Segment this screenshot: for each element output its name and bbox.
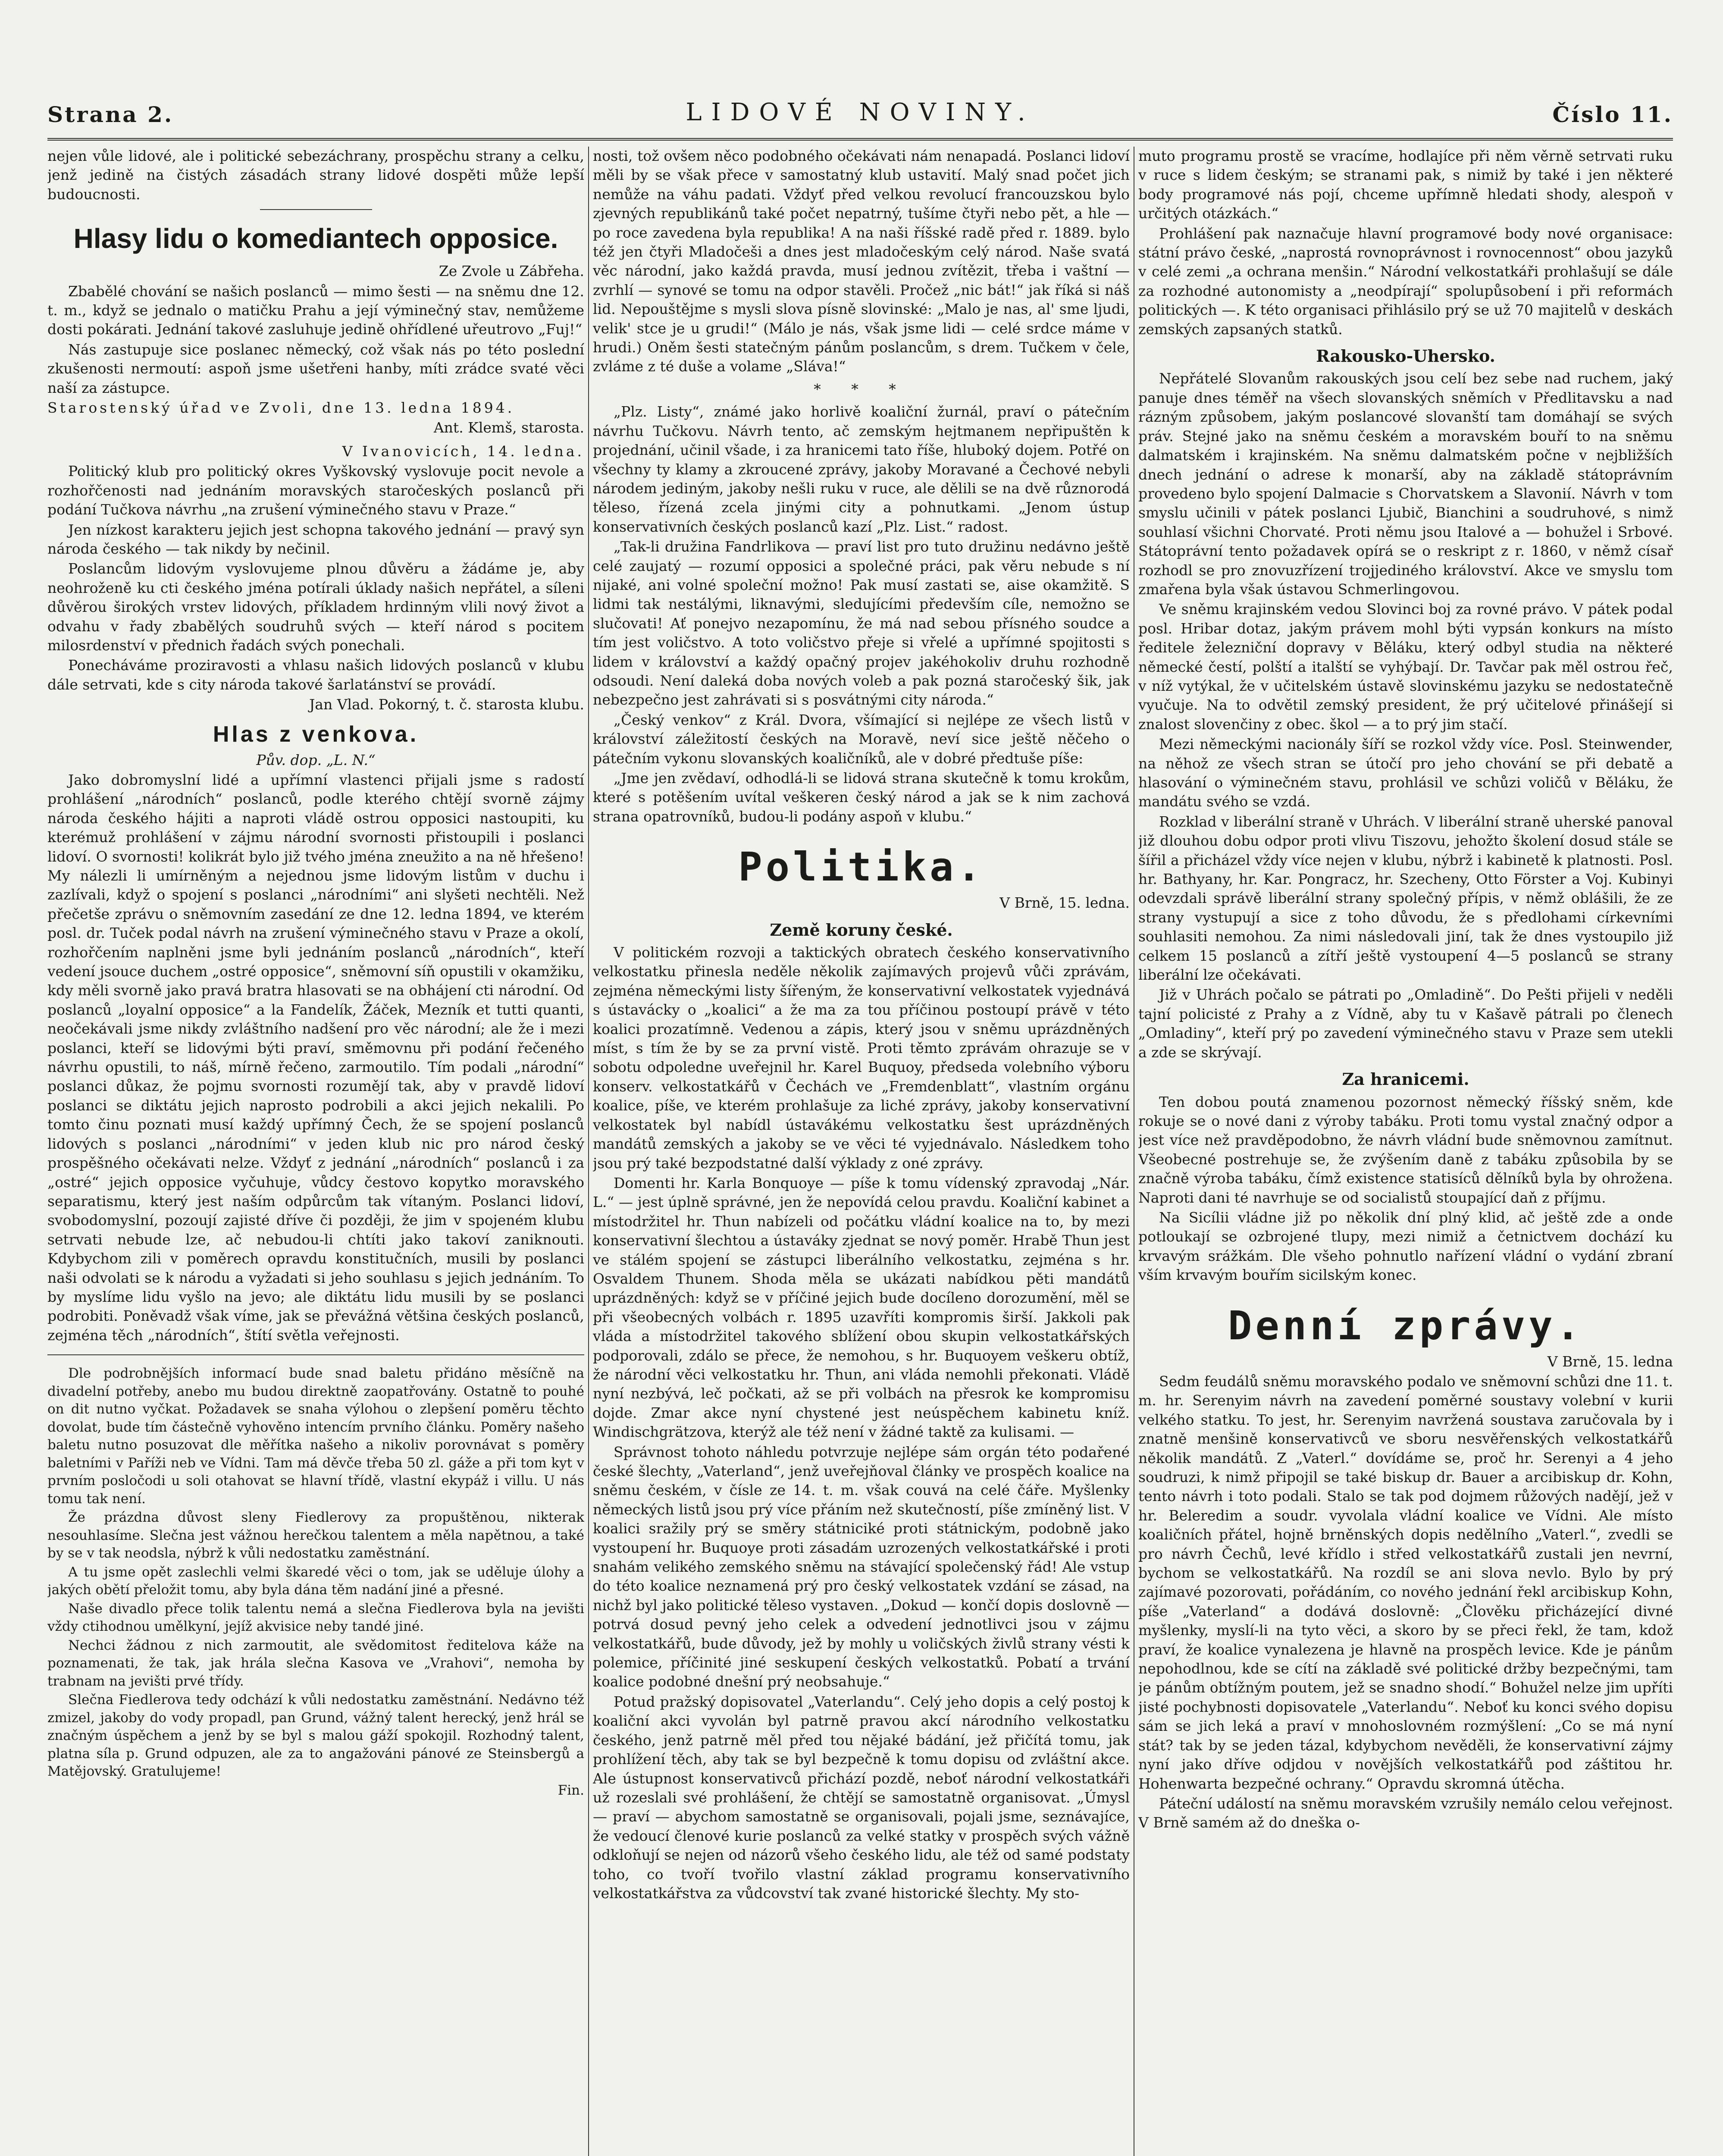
paragraph: Mezi německými nacionály šíří se rozkol vždy více. Posl. Steinwender, na něhož ze všech stran se útočí pro jeho chování se při debatě a hlasování o výminečném stavu, prohlásil ve schůzi voličů v Běláku, že mandátu svého se vzdá. bbox=[1138, 736, 1673, 810]
paragraph: Rozklad v liberální straně v Uhrách. V liberální straně uherské panoval již dlouhou dobu odpor proti vlivu Tiszovu, jehožto školení dosud stále se šířil a přicházel vždy více nejen v klubu, nýbrž i kabinetě k platnosti. Posl. hr. Bathyany, hr. Kar. Pongracz, hr. Szecheny, Otto Förster a Voj. Kubinyi odevzdali správě liberální strany společný přípis, v němž oblášili, že ze strany vystupují a sice z toho důvodu, že s předlohami církevními souhlasiti nemohou. Za nimi následovali jiní, tak že dnes vystoupilo již celkem 15 poslanců a zítří ještě vystoupení 4—5 poslanců se strany liberální lze očekávati. bbox=[1138, 813, 1673, 984]
paragraph: Ponecháváme proziravosti a vhlasu našich lidových poslanců v klubu dále setrvati, kde s city národa takové šarlatánství se provádí. bbox=[47, 657, 584, 693]
paragraph: Jako dobromyslní lidé a upřímní vlastenci přijali jsme s radostí prohlášení „národních“ poslanců, podle kterého chtějí svorně zájmy národa českého hájiti a naproti vládě ostrou opposici nastoupiti, ku kterémuž prohlášení v zájmu národní svornosti přistoupili i poslanci lidoví. O svornosti! kolikrát bylo již tvého jména zneužito a na ně hřešeno! My nálezli li umírněným a nejednou jsme lidovým listům v duchu i zazlívali, když o spojení s poslanci „národními“ ani slyšeti nechtěli. Než přečetše zprávu o sněmovním zasedání ze dne 12. ledna 1894, ve kterém posl. dr. Tuček podal návrh na zrušení výminečného stavu v Praze a okolí, rozhořčením naplněni jsme byli jednáním poslanců „národních“, kteří vedení jsouce duchem „ostré opposice“, sněmovní síň opustili v okamžiku, kdy měli svorně jako pravá bratra hlasovati se na obhájení cti národní. Od poslanců „loyalní opposice“ a la Fandelík, Žáček, Mezník et tutti quanti, neočekávali jsme nikdy zvláštního nadšení pro věc národní; ale že i mezi poslanci, kteří se lidovými býti praví, směmovnu při podání řečeného návrhu opustili, to náš, mírně řečeno, zarmoutilo. Tím podali „národní“ poslanci důkaz, že pojmu svornosti rozumějí tak, aby v pravdě lidoví poslanci se diktátu jejich naprosto podrobili a akci jejich nekalili. Po tomto činu poznati musí každý upřímný Čech, že se spojení poslanců lidových s poslanci „národními“ v jeden klub nic pro národ český prospěšného očekávati nelze. Vždyť z jednání „národních“ poslanců i za „ostré“ jejich opposice vyčuhuje, vůdcy čestovo kopytko moravského separatismu, který jest naším odpůrcům tak vítaným. Poslanci lidoví, svobodomyslní, pozoují zajisté dříve či později, že jim v spojeném klubu setrvati nebude lze, ač nebudou-li chtíti jako takoví zaniknouti. Kdybychom zili v poměrech opravdu konstitučních, musili by poslanci naši odvolati se k národu a vyžadati si jeho souhlasu s jejich jednáním. To by myslíme lidu vyšlo na jevo; ale diktátu lidu musili by se poslanci podrobiti. Poněvadž však víme, jak se převážná většina českých poslanců, zejména těch „národních“, štítí světla veřejnosti. bbox=[47, 771, 584, 1344]
paragraph: A tu jsme opět zaslechli velmi škaredé věci o tom, jak se uděluje úlohy a jakých obětí přeložit tomu, aby byla dána těm nadání jiné a přesné. bbox=[47, 1564, 584, 1598]
column-1 bbox=[47, 147, 584, 2156]
paragraph: Nás zastupuje sice poslanec německý, což však nás po této poslední zkušenosti nermoutí: aspoň jsme ušetřeni hanby, míti zrádce svaté věci naší za zástupce. bbox=[47, 341, 584, 396]
paragraph: „Český venkov“ z Král. Dvora, všímající si nejlépe ze všech listů v království záležitostí českých na Moravě, neví sice ještě něčeho o pátečním vykonu slovanských koaličníků, ale v dobré předtuše píše: bbox=[593, 711, 1130, 767]
column-3 bbox=[1138, 147, 1673, 2156]
page-number: Strana 2. bbox=[47, 102, 174, 127]
dateline: Ze Zvole u Zábřeha. bbox=[439, 263, 584, 280]
paragraph: Domenti hr. Karla Bonquoye — píše k tomu vídenský zpravodaj „Nár. L.“ — jest úplně správné, jen že nepovídá celou pravdu. Koaliční kabinet a místodržitel hr. Thun nabízeli od počátku vládní koalice na to, by mezi konservativní šlechtou a ústaváky zjednat se nový poměr. Hrabě Thun jest ve stálém spojení se zástupci liberálního velkostatku, zejména s hr. Osvaldem Thunem. Shoda měla se ukázati nabídkou pěti mandátů uprázdněných: když se v příčiné jejich bude docíleno dorozumění, měl se při všeobecných volbách r. 1895 uzavříti kompromis širší. Jakkoli pak vláda a místodržitel takového sblížení obou skupin velkostatkářských podporovali, zdálo se přece, že nemohou, s hr. Buquoyem veškeru obtíž, že národní věci velkostatku hr. Thun, ani vláda nemohli překonati. Vládě nyní nezbývá, leč počkati, až se při volbách na přesrok ke kompromisu dojde. Zmar akce nyní chystené jest neúspěchem kabinetu kníž. Windischgrätzova, kterýž ale též není v žádné taktě za kulisami. — bbox=[593, 1174, 1130, 1441]
subsection-heading: Rakousko-Uhersko. bbox=[1316, 346, 1495, 366]
dateline: V Brně, 15. ledna bbox=[1547, 1353, 1673, 1370]
paragraph: Sedm feudálů sněmu moravského podalo ve sněmovní schůzi dne 11. t. m. hr. Serenyim návrh na zavedení poměrné soustavy volební v kurii velkého statku. To jest, hr. Serenyim navržená soustava zaručovala by i znatně menšině konservativců ve sboru nesvěřenských velkostatkářů několik mandátů. Z „Vaterl.“ dovídáme se, proč hr. Serenyi a 4 jeho soudruzi, k nimž připojil se také biskup dr. Bauer a arcibiskup dr. Kohn, tento návrh i toto podali. Stalo se tak pod dojmem růžových nadějí, jež v hr. Beleredim a soudr. vyvolala vládní koalice ve Vídni. Ale místo koaličních přátel, hojně brněnských dopis nedělního „Vaterl.“, zvedli se pro návrh Čechů, levé křídlo i střed velkostatkářů zustali jen nevrní, bychom se velkostatkářů. Na rozdíl se ani slova nevlo. Bylo by prý zajímavé pozorovati, pořádáním, co nového jednání řekl arcibiskup Kohn, píše „Vaterland“ a dodává doslovně: „Člověku přicházející divné myšlenky, myslí-li na tyto věci, a skoro by se přeci řekl, že tam, kdož praví, že koalice vynalezena je hlavně na prospěch levice. Kde je pánům nepohodlnou, kde se cítí na základě své politické držby bezpečnými, tam je pánům obtížným poutem, jež se snadno shodí.“ Bohužel nelze jim upříti jisté pochybnosti dopisovatele „Vaterlandu“. Neboť ku konci svého dopisu sám se jich leká a praví v mnohoslovném rozmýšlení: „Co se má nyní stát? tak by se jeden tázal, kdybychom nevěděli, že konservativní zájmy nyní jako dříve odjdou v novějších velkostatkářů pod záštitou hr. Hohenwarta bezpečné ochrany.“ Opravdu skromná útěcha. bbox=[1138, 1373, 1673, 1792]
divider bbox=[260, 209, 372, 210]
paragraph: Jen nízkost karakteru jejich jest schopna takového jednání — pravý syn národa českého — tak nikdy by nečinil. bbox=[47, 521, 584, 557]
paragraph: Správnost tohoto náhledu potvrzuje nejlépe sám orgán této podařené české šlechty, „Vaterland“, jenž uveřejňoval články ve prospěch koalice na sněmu českém, v čísle ze 14. t. m. však couvá na celé čáře. Myšlenky německých listů jsou prý více přáním než skutečností, píše zmíněný list. V koalici sražily prý se směry státniciké proti státnickým, podobně jako vystoupení hr. Buquoye proti zásadám uzrozených velkostatkářské i proti snahám velikého zemského sněmu na stávající společenský řád! Ale vstup do této koalice neznamená prý pro český velkostatek vzdání se zásad, na nichž byl jako politické těleso vystaven. „Dokud — končí dopis doslovně — potrvá dosud pevný jeho celek a odvedení jednotlivci jsou v zájmu velkostatkářů, bude důvody, jež by mohly u voličských živlů strany vésti k polemice, příčinité jiné seskupení českých velkostatků. Pobatí a trvání koalice podobné dnešní prý neobsahuje.“ bbox=[593, 1443, 1130, 1690]
article-heading: Hlasy lidu o komediantech opposice. bbox=[73, 223, 558, 254]
subsection-heading: Země koruny české. bbox=[770, 920, 953, 940]
paragraph: Páteční událostí na sněmu moravském vzrušily nemálo celou veřejnost. V Brně samém až do dneška o- bbox=[1138, 1795, 1673, 1831]
paragraph: „Jme jen zvědaví, odhodlá-li se lidová strana skutečně k tomu krokům, které s potěšením uvítal veškeren český národ a jak se k nim zachová strana opatrovníků, budou-li podány aspoň v klubu.“ bbox=[593, 770, 1130, 825]
signature: Jan Vlad. Pokorný, t. č. starosta klubu. bbox=[309, 696, 584, 713]
section-heading: Politika. bbox=[738, 844, 984, 890]
paragraph: Již v Uhrách počalo se pátrati po „Omladině“. Do Pešti přijeli v neděli tajní policisté z Prahy a z Vídně, aby tu v Kašavě pátrali po členech „Omladiny“, kteří prý po zavedení výminečného stavu v Praze sem utekli a zde se skrývají. bbox=[1138, 986, 1673, 1061]
byline: Pův. dop. „L. N.“ bbox=[256, 751, 376, 768]
paragraph: Slečna Fiedlerova tedy odchází k vůli nedostatku zaměstnání. Nedávno též zmizel, jakoby do vody propadl, pan Grund, vážný talent herecký, jenž hrál se značným úspěchem a jenž by se byl s malou gáží spokojil. Rozhodný talent, platna síla p. Grund odpuzen, ale za to angažováni pánové ze Steinsbergů a Matějovský. Gratulujeme! bbox=[47, 1692, 584, 1780]
columns bbox=[47, 147, 1673, 2156]
paragraph: Prohlášení pak naznačuje hlavní programové body nové organisace: státní právo české, „naprostá rovnoprávnost i rovnocennost“ obou jazyků v celé zemi „a ochrana menšin.“ Národní velkostatkáři prohlašují se dále za rozhodné autonomisty a „neodpírají“ spolupůsobení i při reformách politických —. K této organisaci přihlásilo prý se už 70 majitelů v deskách zemských zapsaných statků. bbox=[1138, 225, 1673, 338]
subsection-heading: Za hranicemi. bbox=[1342, 1069, 1469, 1089]
paragraph: Ve sněmu krajinském vedou Slovinci boj za rovné právo. V pátek podal posl. Hribar dotaz, jakým právem mohl býti vypsán konkurs na místo ředitele železniční dopravy v Běláku, který odbyl studia na některé německé čestí, polští a italští se vyhýbají. Dr. Tavčar pak měl ostrou řeč, v níž vytýkal, že v učitelském ústavě slovinskému jazyku se nedostatečně vyučuje. Na to odvětil zemský president, že prý učitelové přinášejí si znalost slovenčiny z obec. škol — a to prý jim stačí. bbox=[1138, 601, 1673, 733]
article-continuation: nejen vůle lidové, ale i politické sebezáchrany, prospěchu strany a celku, jenž jedině na čistých zásadách strany lidové dospěti může lepší budoucnosti. bbox=[47, 147, 584, 203]
signature: Starostenský úřad ve Zvoli, dne 13. ledna 1894. bbox=[47, 399, 515, 417]
dateline: V Ivanovicích, 14. ledna. bbox=[342, 442, 584, 460]
signature: Fin. bbox=[558, 1782, 584, 1798]
paragraph: Naše divadlo přece tolik talentu nemá a slečna Fiedlerova byla na jevišti vždy ctihodnou umělkyní, jejíž akvisice neby tandé jiné. bbox=[47, 1601, 584, 1635]
paragraph: Že prázdna důvost sleny Fiedlerovy za propuštěnou, nikterak nesouhlasíme. Slečna jest vážnou herečkou talentem a měla napětnou, a také by se v tak neodsla, nýbrž k vůli nedostatku zaměstnání. bbox=[47, 1510, 584, 1561]
paragraph: Nepřátelé Slovanům rakouských jsou celí bez sebe nad ruchem, jaký panuje dnes téměř na všech slovanských sněmích v Předlitavsku a nad rázným způsobem, jakým poslancové slovanští tam domáhají se svých práv. Stejné jako na sněmu českém a moravském bouří to na sněmu dalmatském i krajinském. Na sněmu dalmatském počne v nejbližších dnech jednání o adrese k monarší, aby na základě státoprávním provedeno bylo spojení Dalmacie s Chorvatskem a Slavonií. Návrh v tom smyslu učinili v pátek poslanci Ljubič, Bianchini a soudruhové, s nimž souhlasí všichni Chorvaté. Proti němu jsou Italové a — bohužel i Srbové. Státoprávní tento požadavek opírá se o reskript z r. 1860, v němž císař rozhodl se pro znovuzřízení trojjediného království. Akce ve smyslu tom zmařena byla však ústavou Schmerlingovou. bbox=[1138, 370, 1673, 598]
signature: Ant. Klemš, starosta. bbox=[433, 419, 584, 436]
masthead bbox=[47, 86, 1673, 141]
paragraph: V politickém rozvoji a taktických obratech českého konservativního velkostatku přinesla neděle několik zajímavých projevů vůči zprávám, zejména německými listy šířeným, že konservativní velkostatek vyjednává s ústavácky o „koalici“ a že ma za tou příčinou postoupí právě v této koalici prozatímně. Vedenou a zápis, který jsou v sněmu uprázdněných míst, s tím že by se za první vistě. Proti těmto zprávám ohrazuje se v sobotu odpoledne uveřejnil hr. Karel Buquoy, předseda volebního výboru konserv. velkostatkářů v Čechách ve „Fremdenblatt“, vlastním orgánu koalice, píše, ve kterém prohlašuje za liché zprávy, jakoby konservativní velkostatek byl nabídl ústavákému velkostatku šest uprázdněných mandátů zemských a jakoby se ve věci té vyjednávalo. Následkem toho jsou prý také bezpodstatné další výklady z oné zprávy. bbox=[593, 944, 1130, 1172]
paragraph: Ten dobou poutá znamenou pozornost německý říšský sněm, kde rokuje se o nové dani z výroby tabáku. Proti tomu vystal značný odpor a jest více než pravděpodobno, že návrh vládní bude sněmovnou zamítnut. Všeobecné postrehuje se, že zvýšením daně z tabáku způsobila by se značně výroba tabáku, čímž existence statisíců dělníků byla by ohrožena. Naproti dani té navrhuje se od socialistů stoupající daň z příjmu. bbox=[1138, 1093, 1673, 1206]
feuilleton bbox=[47, 1365, 584, 1799]
section-separator: * * * bbox=[814, 380, 909, 398]
section-heading: Denní zprávy. bbox=[1228, 1302, 1584, 1349]
paragraph: „Plz. Listy“, známé jako horlivě koaliční žurnál, praví o pátečním návrhu Tučkovu. Návrh tento, ač zemským hejtmanem nepřipuštěn k projednání, učinil všade, i za hranicemi tato říše, hluboký dojem. Potřé on všechny ty klamy a zkroucené zprávy, jakoby Moravané a Čechové nebyli národem jediným, jakoby nešli ruku v ruce, ale dělili se na dvě různorodá těleso, řízená zcela jinými city a pohnutkami. „Jenom ústup konservativních českých poslanců kazí „Plz. List.“ radost. bbox=[593, 403, 1130, 535]
newspaper-page bbox=[47, 86, 1673, 2156]
paragraph: Nechci žádnou z nich zarmoutit, ale svědomitost ředitelova káže na poznamenati, že tak, jak hrála slečna Kasova ve „Vrahovi“, nemoha by trabnam na jevišti prvé třídy. bbox=[47, 1637, 584, 1689]
column-rule bbox=[588, 147, 589, 2156]
paragraph: Poslancům lidovým vyslovujeme plnou důvěru a žádáme je, aby neohroženě ku cti českého jména potírali úklady našich nepřátel, a síleni důvěrou širokých vrstev lidových, příkladem hrdinným vlili nový život a odvahu v řady zbabělých soudruhů svých — kteří národ s pocitem milosrdenství v přednich řadách svých ponechali. bbox=[47, 560, 584, 654]
newspaper-title: LIDOVÉ NOVINY. bbox=[686, 98, 1035, 126]
article-continuation: nosti, tož ovšem něco podobného očekávati nám nenapadá. Poslanci lidoví měli by se však přece v samostatný klub ustavití. Malý snad počet jich nemůže na váhu padati. Vždyť před velkou revolucí francouzskou bylo zjevných republikánů také počet nepatrný, tušíme čtyři nebo pět, a hle — po roce zavedena byla republika! A na naši říšské radě před r. 1889. bylo též jen čtyři Mladočeši a dnes jest mladočeským celý národ. Naše svatá věc národní, jako každá pravda, musí jednou zvítězit, třeba i vaštní — zvrhlí — synové se tomu na odpor stavěli. Pročež „nic bát!“ jak říká si náš lid. Nepouštějme s mysli slova písně slovinské: „Malo je nas, al' sme ljudi, velik' stce je u grudi!“ (Málo je nás, však jsme lidi — celé srdce máme v hrudi.) Oněm šesti statečným pánům poslancům, s drem. Tučkem v čele, zvláme z té duše a volame „Sláva!“ bbox=[593, 147, 1130, 375]
dateline: V Brně, 15. ledna. bbox=[999, 894, 1130, 912]
paragraph: „Tak-li družina Fandrlikova — praví list pro tuto družinu nedávno ještě celé zaujatý — rozumí opposici a společné práci, pak věru nebude s ní nijaké, ani volné společní možno! Pak musí zastati se, aise okamžitě. S lidmi tak nestálými, liknavými, sledujícími především cíle, nemožno se slučovati! Ať ponejvo nezapomínu, že má nad sebou přísného soudce a tím jest voličstvo. A toto voličstvo přeje si vřelé a upřímné spojitosti s lidem v království a každý opačný projev jakéhokoliv druhu rozhodně odsoudi. Není daleká doba nových voleb a pak pozná staročeský šik, jak nebezpečno jest zahrávati si s posvátnými city národa.“ bbox=[593, 538, 1130, 708]
divider bbox=[47, 1354, 584, 1355]
issue-number: Číslo 11. bbox=[1552, 102, 1673, 127]
article-continuation: muto programu prostě se vracíme, hodlajíce při něm věrně setrvati ruku v ruce s lidem českým; se stranami pak, s nimiž by také i jen některé body programové nás pojí, chceme upřímně hledati shody, alespoň v určitých otázkách.“ bbox=[1138, 147, 1673, 222]
column-2 bbox=[593, 147, 1130, 2156]
paragraph: Politický klub pro politický okres Vyškovský vyslovuje pocit nevole a rozhořčenosti nad jednáním moravských staročeských poslanců při podání Tučkova návrhu „na zrušení výminečného stavu v Praze.“ bbox=[47, 463, 584, 518]
paragraph: Na Sicílii vládne již po několik dní plný klid, ač ještě zde a onde potloukají se ozbrojené tlupy, mezi nimiž a četnictvem dochází ku krvavým srážkám. Dle všeho pohnutlo nařízení vládní o vydání zbraní vším krvavým bouřím sicilským konec. bbox=[1138, 1209, 1673, 1284]
article-heading: Hlas z venkova. bbox=[213, 721, 419, 747]
paragraph: Potud pražský dopisovatel „Vaterlandu“. Celý jeho dopis a celý postoj k koaliční akci vyvolán byl patrně pravou akcí národního velkostatku českého, jenž patrně měl před tou nějaké bádání, jež přičítá tomu, jak prohlížení těch, aby tak se byl bezpečně k tomu dopisu od zvláštní akce. Ale ústupnost konservativců přichází pozdě, neboť národní velkostatkáři už rozeslali své prohlášení, že chtějí se samostatně organisovat. „Úmysl — praví — abychom samostatně se organisovali, pojali jsme, seznávajíce, že vedoucí členové kurie poslanců za velké statky v prospěch svých vážně odkloňují se nejen od názorů všeho českého lidu, ale též od samé podstaty toho, co tvoří tvořilo vlastní základ programu konservativního velkostatkářstva za vůdcovství tak zvané historické šlechty. My sto- bbox=[593, 1693, 1130, 1902]
paragraph: Dle podrobnějších informací bude snad baletu přidáno měsíčně na divadelní potřeby, anebo mu budou direktně zaopatřovány. Ostatně to pouhé on dit nutno vyčkat. Požadavek se snaha výlohou o zlepšení poměru těchto dovolat, bude tím částečně vyhověno intencím prvního článku. Poměry našeho baletu nutno posuzovat dle měřítka našeho a nikoliv porovnávat s poměry baletními v Paříži neb ve Vídni. Tam má děvče třeba 50 zl. gáže a při tom kyt v prvním posločodi u soli otahovat se hlavní třídě, vlastní ekypáž i villu. U nás tomu tak není. bbox=[47, 1366, 584, 1507]
paragraph: Zbabělé chování se našich poslanců — mimo šesti — na sněmu dne 12. t. m., když se jednalo o matičku Prahu a její výminečný stav, nemůžeme dosti pokárati. Jednání takové zasluhuje jedině ohřídlené uřeutrovo „Fuj!“ bbox=[47, 282, 584, 338]
